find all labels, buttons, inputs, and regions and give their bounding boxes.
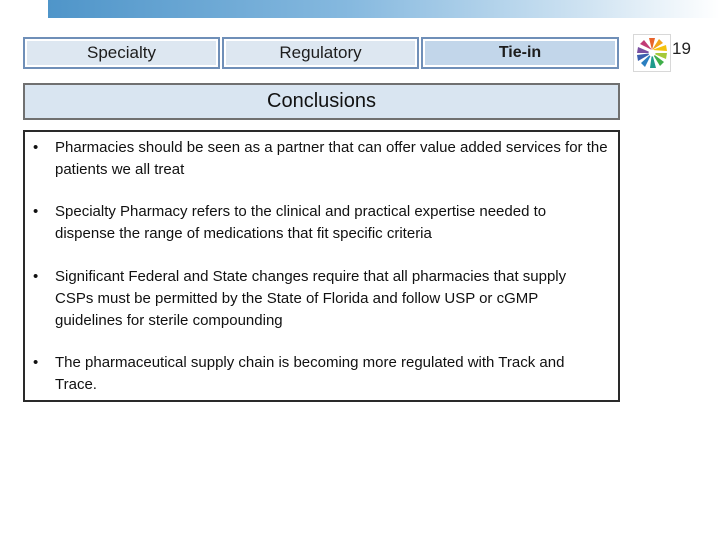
tab-specialty-label: Specialty [87,43,156,62]
page-number: 19 [672,39,691,58]
bullet-text: The pharmaceutical supply chain is becoming more regulated with Track and Trace. [55,354,565,393]
bullet-text: Pharmacies should be seen as a partner that can offer value added services for the patients we all treat [55,139,608,178]
tab-tie-in[interactable] [421,37,619,69]
tab-regulatory-label: Regulatory [279,43,362,62]
tab-tie-in-label: Tie-in [498,44,542,61]
bullet-text: Significant Federal and State changes require that all pharmacies that supply CSPs must be permitted by the State of Florida and follow USP or cGMP guidelines for sterile compounding [55,268,567,329]
bullet-dot: • [33,203,39,220]
tab-regulatory[interactable] [222,37,419,69]
bullet-dot: • [33,268,39,285]
section-title: Conclusions [267,90,376,112]
bullet-dot: • [33,354,39,371]
starburst-logo-icon [633,34,671,72]
bullet-item [33,137,608,181]
bullet-item [33,266,608,332]
tab-specialty[interactable] [23,37,220,69]
conclusions-content-box [23,130,620,402]
bullet-text: Specialty Pharmacy refers to the clinical and practical expertise needed to dispense the range of medications that fit specific criteria [55,203,547,242]
top-gradient-bar [48,0,720,18]
bullet-item [33,201,608,245]
bullet-item [33,352,608,396]
bullet-dot: • [33,139,39,156]
section-title-banner [23,83,620,120]
